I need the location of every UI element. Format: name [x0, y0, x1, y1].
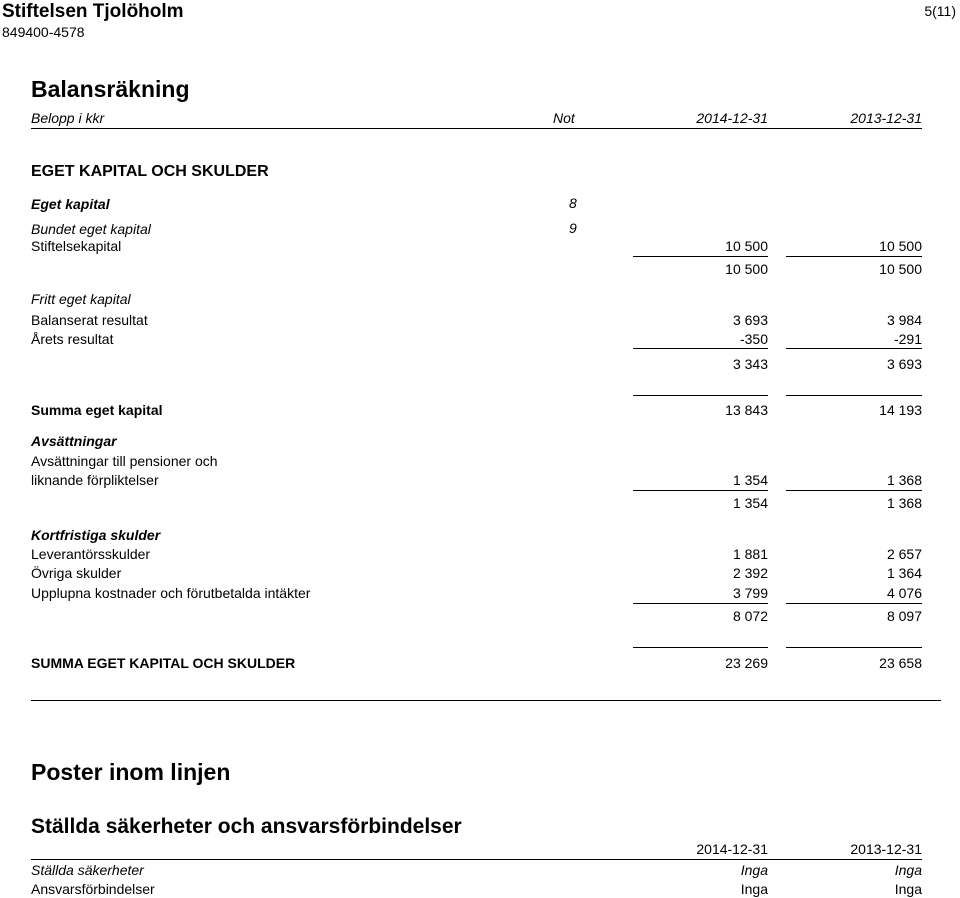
subtotal-value-2014: 1 354 [732, 495, 768, 511]
subtotal-rule [786, 348, 922, 349]
subtotal-rule [633, 256, 768, 257]
pledged-assets-label: Ställda säkerheter [31, 862, 144, 878]
note-column-header: Not [553, 110, 575, 126]
row-value-2014: 3 693 [732, 312, 768, 328]
restricted-equity-heading: Bundet eget kapital [31, 221, 151, 237]
current-liabilities-heading: Kortfristiga skulder [31, 527, 161, 543]
contingent-liabilities-2013: Inga [894, 881, 922, 897]
row-value-2013: 10 500 [879, 238, 922, 254]
off-balance-title: Poster inom linjen [31, 759, 231, 785]
subtotal-value-2014: 8 072 [732, 608, 768, 624]
row-label: Stiftelsekapital [31, 238, 122, 254]
contingent-liabilities-2014: Inga [740, 881, 768, 897]
row-label: Balanserat resultat [31, 312, 148, 328]
pledged-assets-2014: Inga [740, 862, 768, 878]
row-value-2013: 2 657 [886, 546, 922, 562]
page-title: Balansräkning [31, 76, 190, 102]
subtotal-rule [786, 256, 922, 257]
subtotal-rule [633, 603, 768, 604]
equity-note: 8 [569, 195, 577, 211]
organization-name: Stiftelsen Tjolöholm [2, 1, 184, 22]
equity-total-2013: 14 193 [879, 402, 922, 418]
provisions-label-line2: liknande förpliktelser [31, 472, 159, 488]
row-label: Årets resultat [31, 331, 114, 347]
subtotal-value-2013: 8 097 [886, 608, 922, 624]
row-value-2014: 10 500 [725, 238, 768, 254]
header-divider [31, 128, 922, 129]
page-number: 5(11) [924, 3, 956, 19]
grand-total-2014: 23 269 [725, 655, 768, 671]
provisions-label-line1: Avsättningar till pensioner och [31, 453, 218, 469]
total-rule [786, 395, 922, 396]
row-value-2013: -291 [893, 331, 922, 347]
row-value-2013: 3 984 [886, 312, 922, 328]
contingent-liabilities-label: Ansvarsförbindelser [31, 881, 155, 897]
equity-total-2014: 13 843 [725, 402, 768, 418]
subtotal-value-2014: 3 343 [732, 356, 768, 372]
total-rule [633, 395, 768, 396]
equity-heading: Eget kapital [31, 196, 110, 212]
provisions-value-2014: 1 354 [732, 472, 768, 488]
subtotal-rule [786, 490, 922, 491]
row-value-2014: 2 392 [732, 565, 768, 581]
off-balance-column-2013: 2013-12-31 [850, 841, 922, 857]
row-label: Leverantörsskulder [31, 546, 151, 562]
subtotal-rule [786, 603, 922, 604]
grand-total-2013: 23 658 [879, 655, 922, 671]
balance-sheet-end-rule [31, 700, 941, 701]
grand-total-rule [786, 647, 922, 648]
subtotal-value-2013: 1 368 [886, 495, 922, 511]
off-balance-subtitle: Ställda säkerheter och ansvarsförbindelser [31, 815, 462, 838]
row-value-2013: 1 364 [886, 565, 922, 581]
row-label: Upplupna kostnader och förutbetalda intäkter [31, 585, 311, 601]
column-header-2014: 2014-12-31 [696, 110, 768, 126]
row-value-2014: -350 [739, 331, 768, 347]
off-balance-divider [31, 859, 922, 860]
organization-number: 849400-4578 [2, 24, 85, 40]
subtotal-rule [633, 348, 768, 349]
amount-unit-label: Belopp i kkr [31, 110, 105, 126]
column-header-2013: 2013-12-31 [850, 110, 922, 126]
provisions-value-2013: 1 368 [886, 472, 922, 488]
provisions-heading: Avsättningar [31, 433, 117, 449]
subtotal-value-2013: 3 693 [886, 356, 922, 372]
pledged-assets-2013: Inga [894, 862, 922, 878]
unrestricted-equity-heading: Fritt eget kapital [31, 291, 131, 307]
row-value-2013: 4 076 [886, 585, 922, 601]
equity-total-label: Summa eget kapital [31, 402, 163, 418]
subtotal-rule [633, 490, 768, 491]
subtotal-value-2013: 10 500 [879, 261, 922, 277]
subtotal-value-2014: 10 500 [725, 261, 768, 277]
row-value-2014: 1 881 [732, 546, 768, 562]
grand-total-rule [633, 647, 768, 648]
row-value-2014: 3 799 [732, 585, 768, 601]
off-balance-column-2014: 2014-12-31 [696, 841, 768, 857]
section-title: EGET KAPITAL OCH SKULDER [31, 163, 269, 180]
row-label: Övriga skulder [31, 565, 122, 581]
grand-total-label: SUMMA EGET KAPITAL OCH SKULDER [31, 655, 296, 671]
restricted-equity-note: 9 [569, 220, 577, 236]
